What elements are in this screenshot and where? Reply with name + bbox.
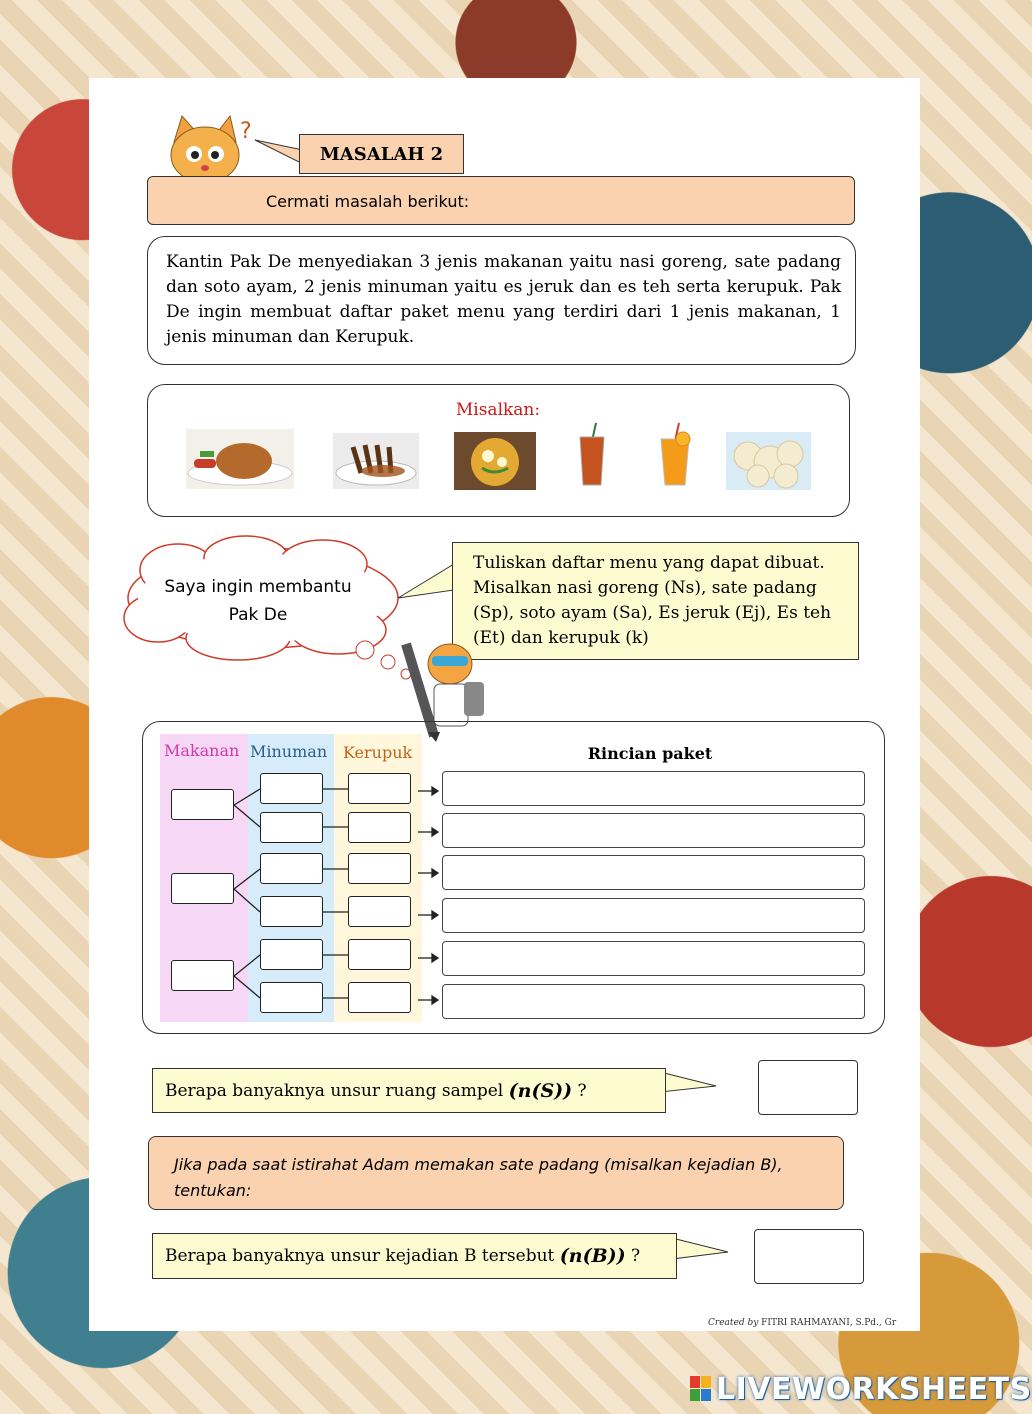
kerupuk-slot-4[interactable] <box>348 896 411 927</box>
minuman-slot-4[interactable] <box>260 896 323 927</box>
liveworksheets-brand: LIVEWORKSHEETS <box>716 1372 1032 1407</box>
problem-title: MASALAH 2 <box>299 134 464 174</box>
title-pointer <box>255 136 305 166</box>
soto-ayam-image <box>454 432 536 490</box>
thought-text: Saya ingin membantu Pak De <box>164 577 352 625</box>
es-jeruk-image <box>653 421 696 489</box>
minuman-slot-2[interactable] <box>260 812 323 843</box>
question-event-b <box>152 1233 677 1279</box>
example-label: Misalkan: <box>455 400 541 420</box>
author-credit <box>708 1318 896 1328</box>
problem-statement: Kantin Pak De menyediakan 3 jenis makanan yaitu nasi goreng, sate padang dan soto ayam, 2 jenis minuman yaitu es jeruk dan es teh serta kerupuk. Pak De ingin membuat daftar paket menu yang terdiri dari 1 jenis makanan, 1 jenis minuman dan Kerupuk. <box>147 236 856 365</box>
makanan-slot-2[interactable] <box>171 873 234 904</box>
rincian-paket-field-1[interactable] <box>442 771 865 806</box>
question2-text: Berapa banyaknya unsur kejadian B tersebut <box>165 1246 560 1266</box>
question2-math: (n(B)) <box>559 1245 626 1267</box>
svg-text:?: ? <box>240 119 252 144</box>
kerupuk-slot-1[interactable] <box>348 773 411 804</box>
question1-pointer <box>660 1070 720 1095</box>
minuman-slot-5[interactable] <box>260 939 323 970</box>
question1-suffix: ? <box>572 1080 587 1101</box>
rincian-paket-field-5[interactable] <box>442 941 865 976</box>
question2-suffix: ? <box>625 1246 641 1266</box>
es-teh-image <box>574 421 610 489</box>
instruction-note: Tuliskan daftar menu yang dapat dibuat. Misalkan nasi goreng (Ns), sate padang (Sp), soto ayam (Sa), Es jeruk (Ej), Es teh (Et) dan kerupuk (k) <box>452 542 859 660</box>
makanan-slot-3[interactable] <box>171 960 234 991</box>
credit-prefix: Created by <box>708 1318 759 1328</box>
rincian-header: Rincian paket <box>587 744 713 763</box>
question-sample-space <box>152 1068 666 1113</box>
sample-space-answer-input[interactable] <box>758 1060 858 1115</box>
minuman-slot-6[interactable] <box>260 982 323 1013</box>
kerupuk-slot-2[interactable] <box>348 812 411 843</box>
kerupuk-slot-3[interactable] <box>348 853 411 884</box>
kerupuk-slot-5[interactable] <box>348 939 411 970</box>
question2-pointer <box>672 1236 732 1262</box>
makanan-header: Makanan <box>164 741 240 760</box>
question1-math: (n(S)) <box>508 1079 573 1102</box>
minuman-header: Minuman <box>250 742 328 761</box>
rincian-paket-field-3[interactable] <box>442 855 865 890</box>
kerupuk-image <box>726 432 811 490</box>
kerupuk-header: Kerupuk <box>343 743 413 762</box>
kerupuk-slot-6[interactable] <box>348 982 411 1013</box>
event-b-answer-input[interactable] <box>754 1229 864 1284</box>
rincian-paket-field-6[interactable] <box>442 984 865 1019</box>
makanan-slot-1[interactable] <box>171 789 234 820</box>
scenario-statement: Jika pada saat istirahat Adam memakan sate padang (misalkan kejadian B), tentukan: <box>148 1136 844 1210</box>
intro-instruction: Cermati masalah berikut: <box>147 176 855 225</box>
liveworksheets-logo-icon <box>690 1376 712 1402</box>
note-pointer <box>398 560 458 605</box>
minuman-slot-3[interactable] <box>260 853 323 884</box>
minuman-slot-1[interactable] <box>260 773 323 804</box>
rincian-paket-field-4[interactable] <box>442 898 865 933</box>
rincian-paket-field-2[interactable] <box>442 813 865 848</box>
sate-padang-image <box>333 433 419 489</box>
credit-author: FITRI RAHMAYANI, S.Pd., Gr <box>761 1318 897 1328</box>
question1-text: Berapa banyaknya unsur ruang sampel <box>165 1080 509 1101</box>
nasi-goreng-image <box>186 429 294 489</box>
